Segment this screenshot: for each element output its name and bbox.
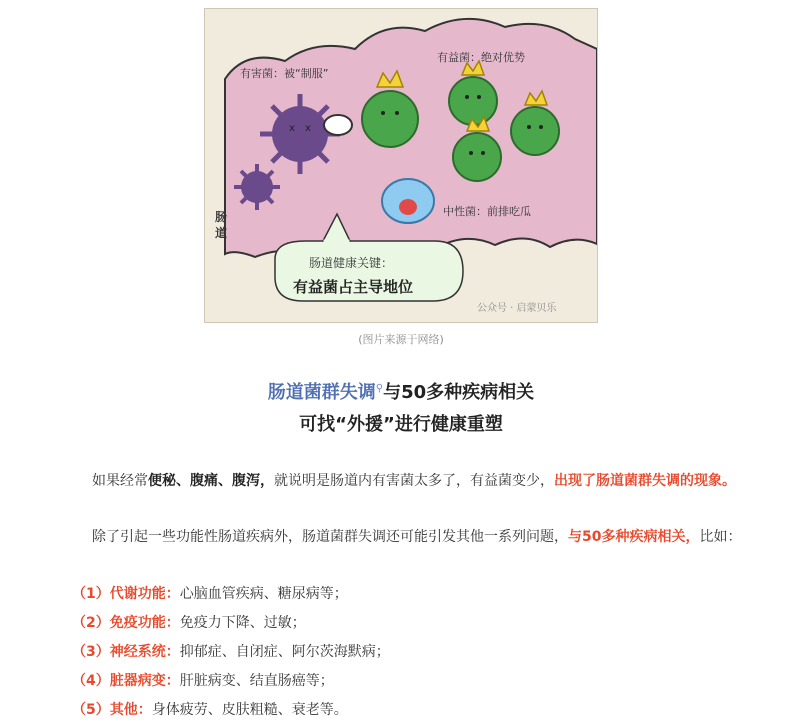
- heading-rest: 与50多种疾病相关: [383, 382, 535, 403]
- list-item: （4）脏器病变：肝脏病变、结直肠癌等；: [72, 673, 334, 689]
- p2-tail: 比如：: [699, 529, 742, 545]
- p2-intro: 除了引起一些功能性肠道疾病外，肠道菌群失调还可能引发其他一系列问题，: [92, 529, 568, 545]
- p1-middle: 就说明是肠道内有害菌太多了，有益菌变少，: [274, 473, 554, 489]
- paragraph-1: [64, 467, 744, 495]
- neutral-bacteria-icon: [382, 179, 434, 223]
- paragraph-2: [64, 523, 744, 551]
- bubble-line2: 有益菌占主导地位: [293, 278, 414, 296]
- image-caption: (图片来源于网络): [358, 333, 444, 346]
- bubble-line1: 肠道健康关键：: [309, 256, 394, 270]
- p2-highlight: 与50多种疾病相关，: [568, 529, 700, 545]
- harmful-bacteria-large-icon: [260, 94, 340, 174]
- svg-text:x: x: [289, 123, 295, 134]
- label-neutral: 中性菌：前排吃瓜: [443, 205, 531, 218]
- fist-icon: [324, 115, 352, 135]
- list-item: （1）代谢功能：心脑血管疾病、糖尿病等；: [72, 586, 348, 602]
- heading-highlight: 肠道菌群失调: [267, 382, 376, 403]
- section-heading-line2: 可找“外援”进行健康重塑: [299, 414, 503, 435]
- label-beneficial: 有益菌：绝对优势: [437, 51, 525, 64]
- label-gut-line2: 道: [215, 226, 228, 240]
- section-heading-line1: [0, 378, 802, 404]
- list-item: （2）免疫功能：免疫力下降、过敏；: [72, 615, 306, 631]
- p1-symptoms: 便秘、腹痛、腹泻，: [148, 473, 274, 489]
- disease-list: [72, 580, 752, 725]
- label-harmful: 有害菌：被“制服”: [240, 67, 329, 80]
- watermark: 公众号 · 启蒙贝乐: [477, 303, 557, 314]
- svg-text:x: x: [305, 123, 311, 134]
- label-gut-line1: 肠: [215, 210, 228, 224]
- gut-bacteria-illustration: [204, 8, 598, 323]
- p1-intro: 如果经常: [92, 473, 148, 489]
- list-item: （5）其他：身体疲劳、皮肤粗糙、衰老等。: [72, 702, 348, 718]
- p1-highlight: 出现了肠道菌群失调的现象。: [554, 473, 736, 489]
- list-item: （3）神经系统：抑郁症、自闭症、阿尔茨海默病；: [72, 644, 390, 660]
- search-magnifier-icon[interactable]: ⚲: [375, 383, 384, 394]
